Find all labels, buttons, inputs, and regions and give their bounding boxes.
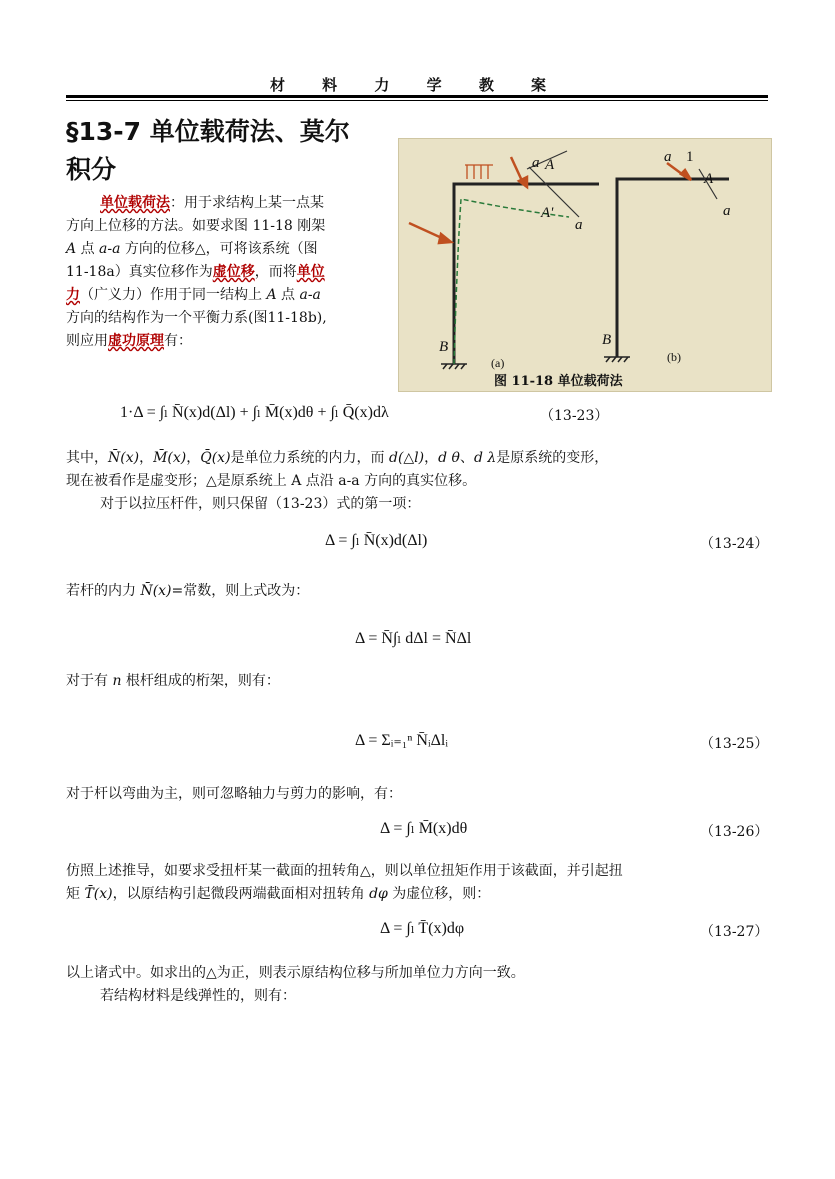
sym-dlambda: d λ (473, 450, 497, 466)
pt-A: A (266, 287, 277, 303)
term-unit-load-method: 单位载荷法 (100, 195, 170, 211)
equation-constant: Δ = N̄∫ₗ dΔl = N̄Δl (355, 630, 472, 647)
txt: 根杆组成的桁架，则有： (121, 673, 280, 689)
fig-label-a3: a (664, 149, 672, 165)
equation-13-26: Δ = ∫ₗ M̄(x)dθ (380, 820, 468, 837)
fig-label-a2: a (575, 217, 583, 233)
equation-13-24: Δ = ∫ₗ N̄(x)d(Δl) (325, 532, 428, 549)
figure-11-18 (398, 138, 772, 392)
para-constant (66, 580, 309, 603)
para-truss (66, 670, 280, 693)
fig-label-a: a (532, 155, 540, 171)
txt: 则应用 (66, 333, 108, 349)
term-unit-force-cont: 力 (66, 287, 80, 303)
eqno-13-23: （13-23） (540, 408, 609, 424)
txt: ， (186, 450, 201, 466)
para-bending: 对于杆以弯曲为主，则可忽略轴力与剪力的影响，有： (66, 786, 402, 802)
eqno-13-26: （13-26） (700, 824, 769, 840)
txt: 11-18a）真实位移作为 (66, 264, 213, 280)
equation-13-27: Δ = ∫ₗ T̄(x)dφ (380, 920, 465, 937)
txt: （广义力）作用于同一结构上 (80, 287, 267, 303)
txt: 为虚位移，则： (387, 886, 491, 902)
fig-label-B: B (439, 339, 449, 355)
txt: =常数，则上式改为： (171, 583, 310, 599)
eqno-13-27: （13-27） (700, 924, 769, 940)
sym-dl: d(△l) (388, 450, 425, 466)
para-axial: 对于以拉压杆件，则只保留（13-23）式的第一项： (100, 496, 421, 512)
txt: 对于有 (66, 673, 113, 689)
equation-13-23: 1·Δ = ∫ₗ N̄(x)d(Δl) + ∫ₗ M̄(x)dθ + ∫ₗ Q̄(x)dλ (120, 404, 389, 421)
txt: 、 (459, 450, 474, 466)
txt: 点 (276, 287, 300, 303)
para-virtual-deformation: 现在被看作是虚变形；△是原系统上 A 点沿 a-a 方向的真实位移。 (66, 473, 477, 489)
term-unit-force: 单位 (296, 264, 325, 280)
para-torsion: 仿照上述推导，如要求受扭杆某一截面的扭转角△，则以单位扭矩作用于该截面，并引起扭 (66, 863, 623, 879)
fig-label-Aprime: A' (541, 205, 554, 221)
fig-label-1: 1 (686, 149, 694, 165)
para-torsion-cont (66, 883, 490, 906)
fig-sub-b: (b) (667, 350, 681, 364)
txt: ， (424, 450, 439, 466)
pt-A: A (66, 241, 77, 257)
txt: 其中， (66, 450, 108, 466)
header-rule (66, 95, 768, 98)
sym-Q: Q̄(x) (200, 450, 231, 466)
intro-line2: 方向上位移的方法。如要求图 11-18 刚架 (66, 218, 326, 234)
sym-M: M̄(x) (153, 450, 187, 466)
intro-line6: 方向的结构作为一个平衡力系(图11-18b), (66, 310, 327, 326)
sym-N: N̄(x) (140, 583, 172, 599)
frame-a (454, 184, 599, 364)
sym-dphi: dφ (369, 886, 388, 902)
sym-T: T̄(x) (84, 886, 113, 902)
txt: 是单位力系统的内力，而 (230, 450, 389, 466)
equation-13-25: Δ = Σᵢ₌₁ⁿ N̄ᵢΔlᵢ (355, 732, 448, 749)
header-rule-thin (66, 100, 768, 101)
txt: 有： (164, 333, 192, 349)
figure-drawing (399, 139, 771, 391)
section-title-cont: 积分 (66, 155, 117, 184)
sym-N: N̄(x) (108, 450, 140, 466)
frame-b (617, 179, 729, 357)
term-virtual-displacement: 虚位移 (212, 264, 255, 280)
para-where (66, 447, 608, 470)
fig-label-A: A (545, 157, 555, 173)
fig-label-a4: a (723, 203, 731, 219)
txt: 方向的位移△，可将该系统（图 (120, 241, 318, 257)
fig-label-A2: A (704, 171, 714, 187)
para-elastic: 若结构材料是线弹性的，则有： (100, 988, 296, 1004)
txt: 点 (76, 241, 100, 257)
section-title: §13-7 单位载荷法、莫尔 (66, 117, 350, 146)
dir-aa: a-a (299, 287, 321, 303)
page-header: 材 料 力 学 教 案 (269, 76, 563, 94)
fig-label-B2: B (602, 332, 612, 348)
intro-line1: ：用于求结构上某一点某 (170, 195, 324, 211)
figure-caption: 图 11-18 单位载荷法 (494, 374, 623, 389)
txt: 是原系统的变形， (496, 450, 609, 466)
txt: ，而将 (254, 264, 297, 280)
para-sign: 以上诸式中。如求出的△为正，则表示原结构位移与所加单位力方向一致。 (66, 965, 525, 981)
term-virtual-work: 虚功原理 (108, 333, 164, 349)
eqno-13-24: （13-24） (700, 536, 769, 552)
intro-paragraph (66, 192, 391, 353)
deformed-curve (454, 199, 569, 364)
txt: 矩 (66, 886, 85, 902)
sym-dtheta: d θ (438, 450, 460, 466)
eqno-13-25: （13-25） (700, 736, 769, 752)
fig-sub-a: (a) (491, 356, 505, 370)
txt: 若杆的内力 (66, 583, 141, 599)
sym-n: n (112, 673, 122, 689)
txt: ， (139, 450, 154, 466)
txt: ，以原结构引起微段两端截面相对扭转角 (112, 886, 370, 902)
dir-aa: a-a (99, 241, 121, 257)
